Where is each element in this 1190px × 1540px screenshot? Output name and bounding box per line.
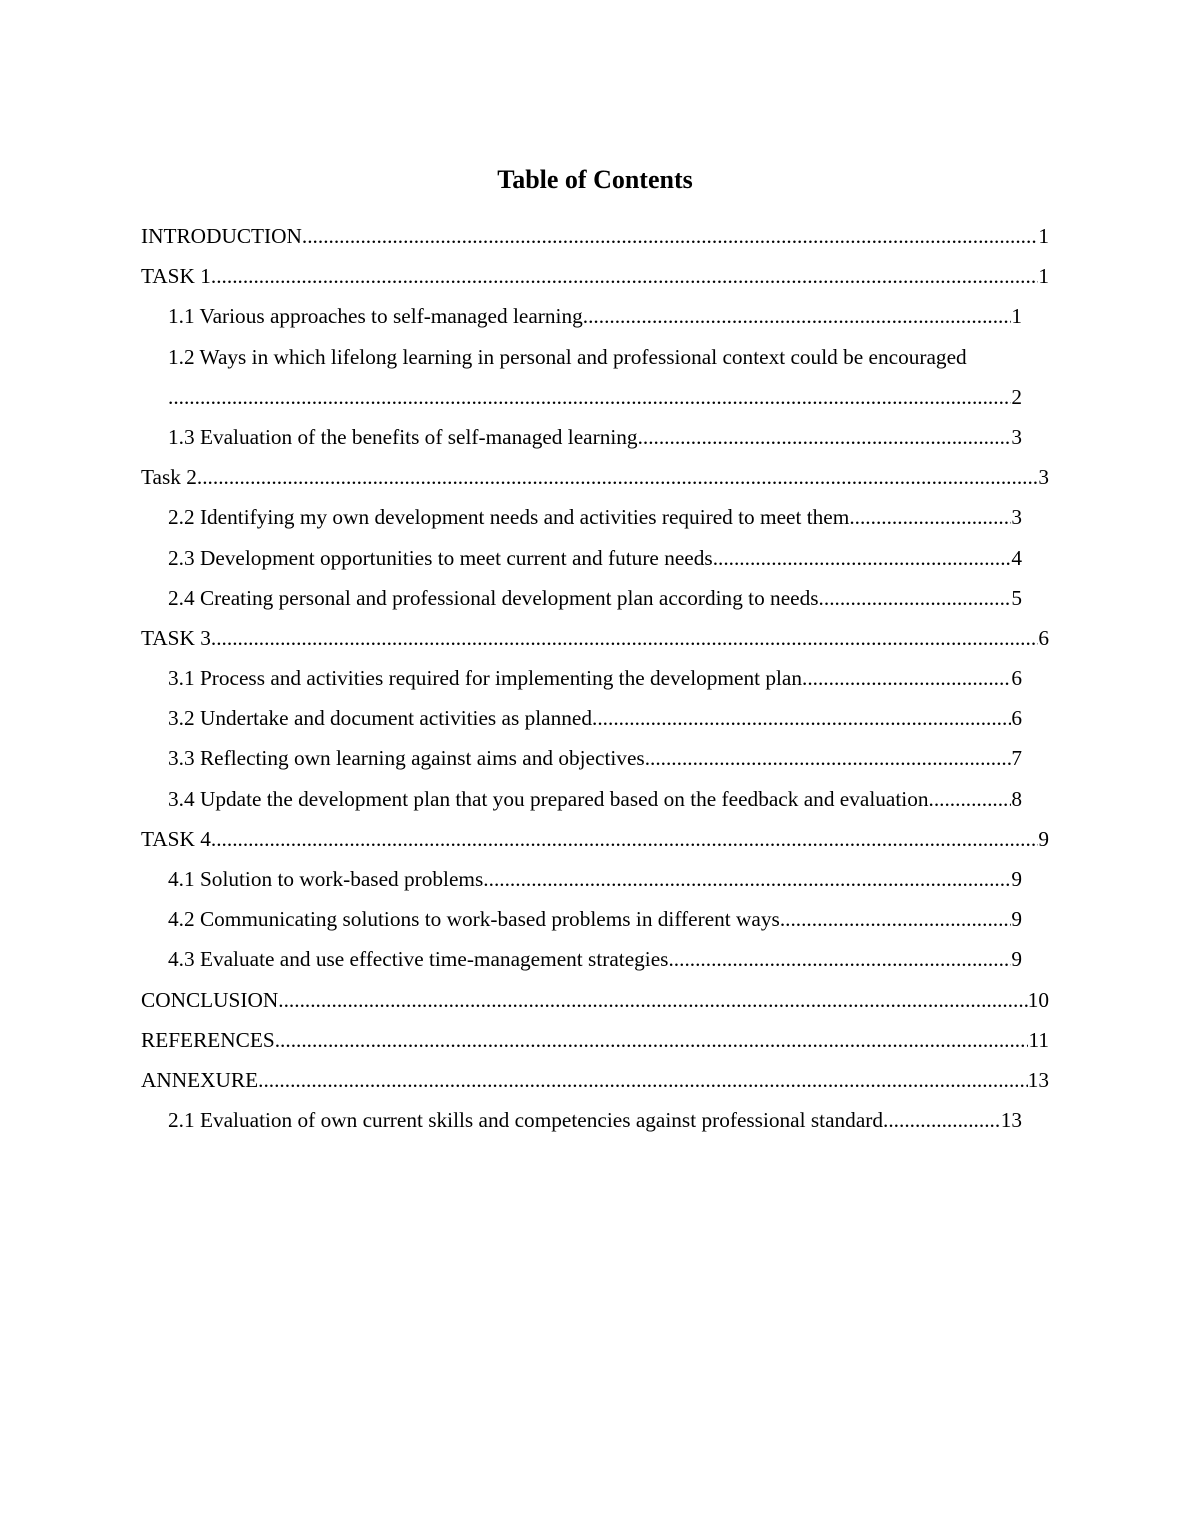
toc-dot-leader	[819, 578, 1012, 618]
toc-page-number: 2	[1011, 384, 1022, 409]
toc-entry-text: CONCLUSION	[141, 987, 279, 1012]
toc-dot-leader	[483, 859, 1011, 899]
toc-entry-2-1[interactable]	[168, 1100, 1022, 1140]
toc-dot-leader	[302, 216, 1038, 256]
toc-dot-leader	[211, 256, 1038, 296]
toc-dot-leader	[849, 497, 1011, 537]
toc-dot-leader	[638, 417, 1012, 457]
toc-dot-leader	[713, 538, 1012, 578]
toc-dot-leader	[211, 618, 1038, 658]
toc-entry-3-3[interactable]	[168, 738, 1022, 778]
toc-entry-4-3[interactable]	[168, 939, 1022, 979]
toc-entry-text: 3.3 Reflecting own learning against aims and objectives	[168, 746, 645, 771]
toc-dot-leader	[668, 939, 1011, 979]
toc-page-number: 1	[1038, 264, 1049, 289]
toc-entry-text: 3.4 Update the development plan that you prepared based on the feedback and evaluation.	[168, 786, 934, 811]
toc-page-number: 9	[1038, 826, 1049, 851]
toc-page-number: 13	[1027, 1067, 1049, 1092]
toc-entry-task-3[interactable]	[141, 618, 1049, 658]
toc-page-number: 6	[1011, 666, 1022, 691]
toc-entry-text: 4.2 Communicating solutions to work-based problems in different ways	[168, 907, 780, 932]
toc-entry-3-2[interactable]	[168, 698, 1022, 738]
toc-page-number: 5	[1011, 585, 1022, 610]
toc-list	[0, 216, 1190, 1140]
toc-dot-leader	[168, 377, 1011, 417]
toc-entry-1-3[interactable]	[168, 417, 1022, 457]
toc-entry-text: INTRODUCTION	[141, 224, 302, 248]
toc-entry-text: Task 2	[141, 465, 197, 490]
toc-entry-text: 2.1 Evaluation of own current skills and competencies against professional standard	[168, 1108, 884, 1133]
toc-entry-text: TASK 4	[141, 826, 211, 851]
toc-page-number: 4	[1011, 545, 1022, 570]
toc-page-number: 3	[1038, 465, 1049, 490]
toc-title: Table of Contents	[497, 165, 693, 194]
toc-dot-leader	[211, 819, 1038, 859]
toc-entry-1-2[interactable]	[168, 337, 1049, 377]
toc-dot-leader	[258, 1060, 1028, 1100]
toc-entry-introduction[interactable]	[141, 216, 1049, 256]
toc-entry-3-1[interactable]	[168, 658, 1022, 698]
toc-entry-references[interactable]	[141, 1020, 1049, 1060]
toc-entry-1-2-continued[interactable]	[168, 377, 1022, 417]
toc-entry-text: 2.3 Development opportunities to meet current and future needs	[168, 545, 713, 570]
toc-page-number: 6	[1038, 625, 1049, 650]
toc-page-number: 11	[1028, 1027, 1049, 1052]
toc-dot-leader	[934, 779, 1012, 819]
toc-dot-leader	[275, 1020, 1029, 1060]
toc-page-number: 10	[1027, 987, 1049, 1012]
toc-entry-2-4[interactable]	[168, 578, 1022, 618]
toc-dot-leader	[197, 457, 1038, 497]
toc-dot-leader	[645, 738, 1012, 778]
toc-page-number: 8	[1011, 786, 1022, 811]
toc-page-number: 13	[1000, 1108, 1022, 1133]
toc-dot-leader	[883, 1100, 1001, 1140]
toc-page-number: 1	[1038, 224, 1049, 248]
toc-page-number: 9	[1011, 947, 1022, 972]
toc-page-number: 9	[1011, 867, 1022, 891]
toc-entry-3-4[interactable]	[168, 779, 1022, 819]
toc-entry-text: 4.3 Evaluate and use effective time-management strategies	[168, 947, 669, 972]
toc-entry-4-1[interactable]	[168, 859, 1022, 899]
toc-entry-text: TASK 1	[141, 264, 211, 289]
toc-page-number: 9	[1011, 907, 1022, 932]
toc-page-number: 7	[1011, 746, 1022, 771]
toc-entry-4-2[interactable]	[168, 899, 1022, 939]
toc-entry-task-2[interactable]	[141, 457, 1049, 497]
toc-entry-2-3[interactable]	[168, 538, 1022, 578]
toc-entry-1-1[interactable]	[168, 296, 1022, 336]
toc-page-number: 3	[1011, 505, 1022, 530]
toc-entry-text: 4.1 Solution to work-based problems	[168, 867, 484, 891]
toc-entry-text: 1.3 Evaluation of the benefits of self-managed learning	[168, 424, 638, 449]
toc-entry-2-2[interactable]	[168, 497, 1022, 537]
toc-entry-text: 2.2 Identifying my own development needs and activities required to meet them	[168, 505, 850, 530]
toc-entry-annexure[interactable]	[141, 1060, 1049, 1100]
toc-page-number: 3	[1011, 424, 1022, 449]
toc-dot-leader	[278, 980, 1027, 1020]
toc-dot-leader	[583, 296, 1012, 336]
toc-page-number: 1	[1011, 304, 1022, 329]
toc-entry-text: 3.2 Undertake and document activities as planned	[168, 706, 593, 731]
toc-entry-text: TASK 3	[141, 625, 211, 650]
toc-entry-text: 3.1 Process and activities required for implementing the development plan	[168, 666, 802, 691]
toc-entry-text: 2.4 Creating personal and professional development plan according to needs	[168, 585, 819, 610]
toc-page-number: 6	[1011, 706, 1022, 731]
toc-dot-leader	[592, 698, 1011, 738]
toc-entry-task-4[interactable]	[141, 819, 1049, 859]
toc-entry-text: ANNEXURE	[141, 1067, 259, 1092]
toc-entry-text: 1.1 Various approaches to self-managed learning	[168, 304, 583, 329]
toc-dot-leader	[802, 658, 1011, 698]
toc-entry-text: 1.2 Ways in which lifelong learning in personal and professional context could be encouraged	[168, 344, 967, 369]
toc-entry-task-1[interactable]	[141, 256, 1049, 296]
toc-entry-conclusion[interactable]	[141, 980, 1049, 1020]
toc-dot-leader	[780, 899, 1012, 939]
toc-entry-text: REFERENCES	[141, 1027, 275, 1052]
